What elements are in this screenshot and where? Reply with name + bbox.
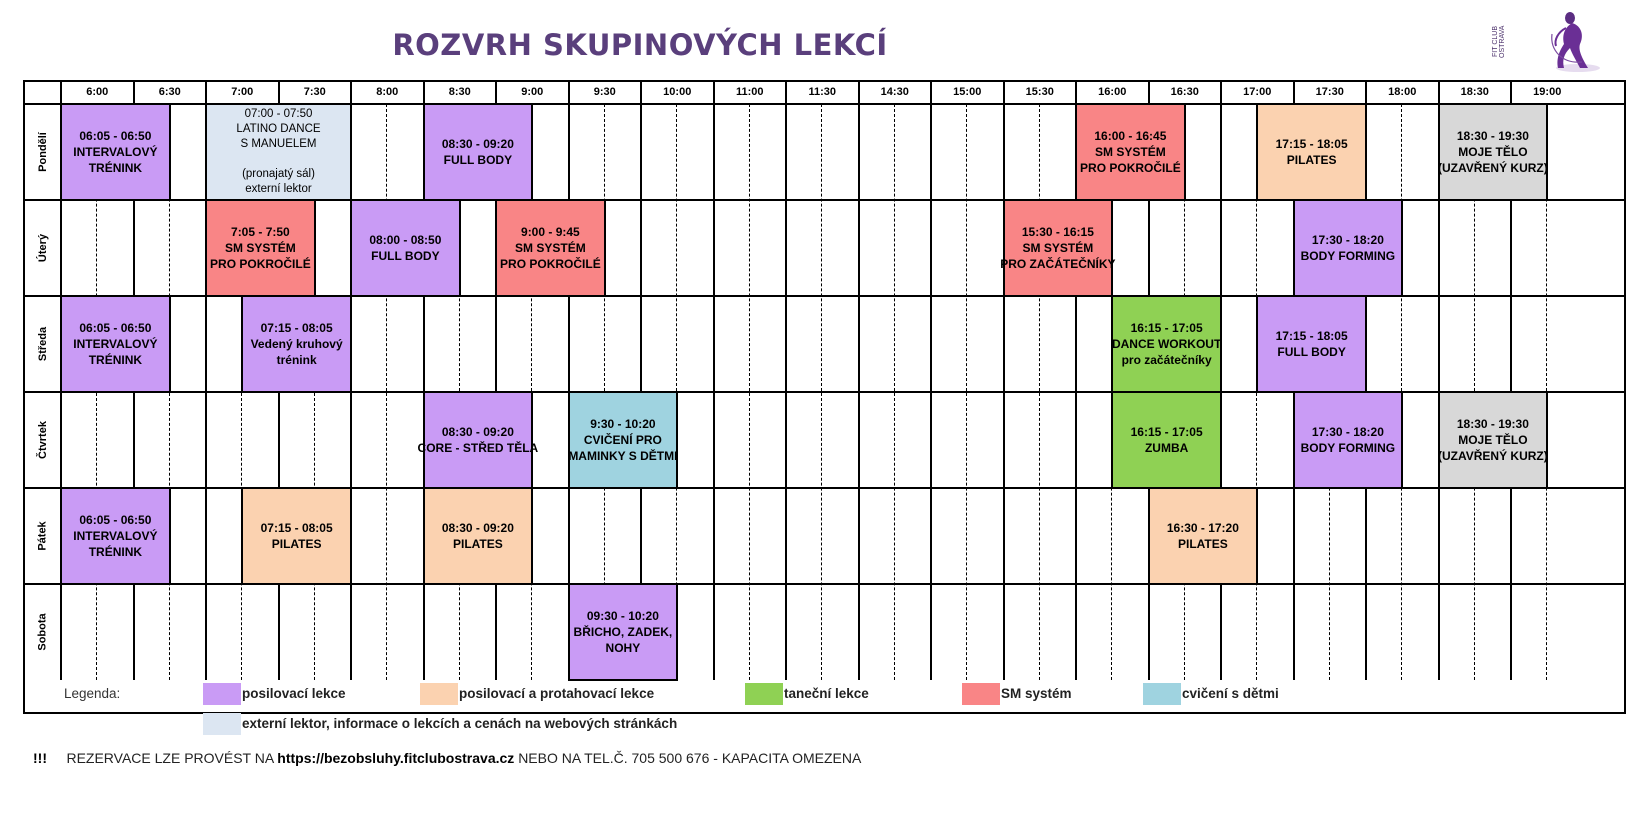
lesson-line: SM SYSTÉM — [225, 241, 296, 255]
time-header: 18:30 — [1460, 86, 1489, 98]
legend-label: cvičení s dětmi — [1182, 686, 1279, 701]
lesson-line: TRÉNINK — [88, 545, 143, 559]
lesson-line: FULL BODY — [1277, 345, 1346, 359]
day-label — [25, 296, 61, 392]
lesson-line: 07:15 - 08:05 — [260, 521, 333, 535]
legend-swatch — [745, 683, 783, 705]
time-header: 9:30 — [593, 86, 616, 98]
lesson-line: pro začátečníky — [1121, 353, 1212, 367]
time-header: 16:30 — [1170, 86, 1199, 98]
lesson-block[interactable] — [1075, 103, 1186, 201]
legend-label: taneční lekce — [784, 686, 869, 701]
day-label-text: Středa — [37, 326, 49, 362]
time-header: 10:00 — [663, 86, 692, 98]
lesson-block[interactable] — [1438, 103, 1549, 201]
legend-title: Legenda: — [64, 686, 121, 701]
lesson-line: PILATES — [452, 537, 503, 551]
lesson-line: TRÉNINK — [88, 353, 143, 367]
lesson-line: 08:30 - 09:20 — [441, 137, 514, 151]
lesson-line: INTERVALOVÝ — [73, 145, 158, 159]
lesson-block[interactable] — [350, 199, 461, 297]
lesson-line: PRO ZAČÁTEČNÍKY — [1000, 257, 1116, 271]
lesson-block[interactable] — [1148, 487, 1259, 585]
lesson-line: SM SYSTÉM — [1022, 241, 1094, 255]
time-header: 11:00 — [735, 86, 764, 98]
footer-mark: !!! — [33, 750, 47, 766]
lesson-block[interactable] — [1256, 295, 1367, 393]
time-header: 8:30 — [448, 86, 471, 98]
lesson-line: 08:30 - 09:20 — [441, 425, 514, 439]
lesson-block[interactable] — [241, 295, 352, 393]
reservation-note — [33, 750, 861, 766]
reservation-link[interactable]: https://bezobsluhy.fitclubostrava.cz — [277, 750, 515, 766]
lesson-block[interactable] — [241, 487, 352, 585]
legend-label: posilovací a protahovací lekce — [459, 686, 655, 701]
lesson-block[interactable] — [60, 295, 171, 393]
lesson-line: CORE - STŘED TĚLA — [417, 441, 539, 455]
legend-swatch — [203, 683, 241, 705]
lesson-line — [277, 152, 280, 167]
lesson-line: PRO POKROČILÉ — [210, 257, 311, 271]
day-label — [25, 392, 61, 488]
lesson-line: NOHY — [605, 641, 641, 655]
lesson-line: 07:15 - 08:05 — [260, 321, 333, 335]
lesson-line: 9:00 - 9:45 — [521, 225, 580, 239]
lesson-line: BŘICHO, ZADEK, — [573, 625, 673, 639]
lesson-line: SM SYSTÉM — [1095, 145, 1166, 159]
day-label-text: Úterý — [37, 233, 49, 263]
lesson-line: Vedený kruhový — [250, 337, 343, 351]
lesson-line: PRO POKROČILÉ — [1080, 161, 1181, 175]
lesson-line: INTERVALOVÝ — [73, 529, 158, 543]
time-header: 17:30 — [1315, 86, 1344, 98]
legend-swatch — [420, 683, 458, 705]
lesson-line: ZUMBA — [1144, 441, 1189, 455]
lesson-line: 06:05 - 06:50 — [79, 513, 152, 527]
time-header: 8:00 — [376, 86, 399, 98]
lesson-line: 09:30 - 10:20 — [586, 609, 659, 623]
lesson-line: 15:30 - 16:15 — [1021, 225, 1094, 239]
lesson-block[interactable] — [417, 391, 539, 489]
footer-text-after: NEBO NA TEL.Č. 705 500 676 - KAPACITA OMEZENA — [518, 750, 862, 766]
day-label — [25, 488, 61, 584]
lesson-block[interactable] — [205, 199, 316, 297]
day-label — [25, 104, 61, 200]
legend-label: SM systém — [1001, 686, 1072, 701]
lesson-line: BODY FORMING — [1300, 441, 1396, 455]
page-title: ROZVRH SKUPINOVÝCH LEKCÍ — [392, 28, 888, 62]
lesson-block[interactable] — [60, 487, 171, 585]
legend-label: externí lektor, informace o lekcích a cenách na webových stránkách — [242, 716, 678, 731]
lesson-line: 17:15 - 18:05 — [1275, 137, 1348, 151]
day-label — [25, 584, 61, 680]
lesson-line: 17:30 - 18:20 — [1311, 425, 1384, 439]
legend-label: posilovací lekce — [242, 686, 346, 701]
legend-swatch — [962, 683, 1000, 705]
lesson-line: PRO POKROČILÉ — [500, 257, 601, 271]
lesson-line: PILATES — [271, 537, 322, 551]
lesson-line: S MANUELEM — [240, 138, 317, 150]
lesson-block[interactable] — [1111, 295, 1222, 393]
time-header: 18:00 — [1388, 86, 1417, 98]
time-header: 11:30 — [808, 86, 837, 98]
lesson-line: 16:00 - 16:45 — [1094, 129, 1167, 143]
lesson-line: 7:05 - 7:50 — [231, 225, 290, 239]
lesson-block[interactable] — [1256, 103, 1367, 201]
lesson-block[interactable] — [205, 103, 352, 201]
lesson-line: (pronajatý sál) — [242, 168, 315, 180]
lesson-block[interactable] — [1293, 199, 1404, 297]
lesson-block[interactable] — [60, 103, 171, 201]
lesson-line: MOJE TĚLO — [1458, 433, 1528, 447]
lesson-line: 16:30 - 17:20 — [1166, 521, 1239, 535]
lesson-line: FULL BODY — [443, 153, 513, 167]
time-header: 7:30 — [303, 86, 326, 98]
lesson-block[interactable] — [1111, 391, 1222, 489]
lesson-block[interactable] — [568, 583, 679, 681]
lesson-line: FULL BODY — [371, 249, 440, 263]
lesson-line: 18:30 - 19:30 — [1456, 129, 1529, 143]
lesson-line: 17:15 - 18:05 — [1275, 329, 1348, 343]
lesson-line: INTERVALOVÝ — [73, 337, 158, 351]
lesson-line: PILATES — [1177, 537, 1228, 551]
fit-club-logo — [1492, 10, 1602, 74]
lesson-line: trénink — [276, 353, 317, 367]
lesson-block[interactable] — [1438, 391, 1549, 489]
lesson-line: (UZAVŘENÝ KURZ) — [1437, 161, 1548, 175]
time-header: 9:00 — [521, 86, 544, 98]
lesson-line: 18:30 - 19:30 — [1456, 417, 1529, 431]
lesson-line: DANCE WORKOUT — [1111, 337, 1222, 351]
time-header: 14:30 — [880, 86, 909, 98]
lesson-line: TRÉNINK — [88, 161, 143, 175]
lesson-block[interactable] — [568, 391, 679, 489]
lesson-block[interactable] — [423, 487, 534, 585]
lesson-line: 06:05 - 06:50 — [79, 321, 152, 335]
lesson-block[interactable] — [423, 103, 534, 201]
day-label — [25, 200, 61, 296]
lesson-line: MAMINKY S DĚTMI — [568, 449, 678, 463]
time-header: 6:30 — [158, 86, 181, 98]
day-label-text: Čtvrtek — [37, 421, 49, 459]
lesson-line: 17:30 - 18:20 — [1311, 233, 1384, 247]
lesson-block[interactable] — [1000, 199, 1116, 297]
time-header: 19:00 — [1533, 86, 1562, 98]
lesson-line: CVIČENÍ PRO — [583, 433, 662, 447]
time-header: 15:30 — [1025, 86, 1054, 98]
lesson-line: 16:15 - 17:05 — [1130, 425, 1203, 439]
time-header: 16:00 — [1098, 86, 1127, 98]
lesson-line: (UZAVŘENÝ KURZ) — [1437, 449, 1548, 463]
lesson-line: 07:00 - 07:50 — [244, 108, 313, 120]
lesson-block[interactable] — [1293, 391, 1404, 489]
time-header: 7:00 — [231, 86, 254, 98]
lesson-line: 06:05 - 06:50 — [79, 129, 152, 143]
lesson-block[interactable] — [495, 199, 606, 297]
time-header: 17:00 — [1243, 86, 1272, 98]
lesson-line: 08:30 - 09:20 — [441, 521, 514, 535]
lesson-line: 08:00 - 08:50 — [369, 233, 442, 247]
lesson-line: 9:30 - 10:20 — [590, 417, 656, 431]
lesson-line: externí lektor — [245, 183, 312, 195]
time-header: 15:00 — [953, 86, 982, 98]
logo-text: FIT CLUB OSTRAVA — [1492, 25, 1506, 59]
legend-swatch — [1143, 683, 1181, 705]
day-label-text: Sobota — [37, 613, 49, 651]
lesson-line: 16:15 - 17:05 — [1130, 321, 1203, 335]
time-header: 6:00 — [86, 86, 109, 98]
footer-text-before: REZERVACE LZE PROVÉST NA — [66, 750, 274, 766]
lesson-line: LATINO DANCE — [236, 123, 321, 135]
lesson-line: BODY FORMING — [1300, 249, 1396, 263]
day-label-text: Pátek — [36, 521, 49, 551]
day-label-text: Pondělí — [37, 132, 50, 172]
lesson-line: MOJE TĚLO — [1458, 145, 1528, 159]
dancer-silhouette-icon — [1492, 10, 1602, 74]
lesson-line: SM SYSTÉM — [515, 241, 586, 255]
legend-swatch — [203, 713, 241, 735]
lesson-line: PILATES — [1286, 153, 1337, 167]
